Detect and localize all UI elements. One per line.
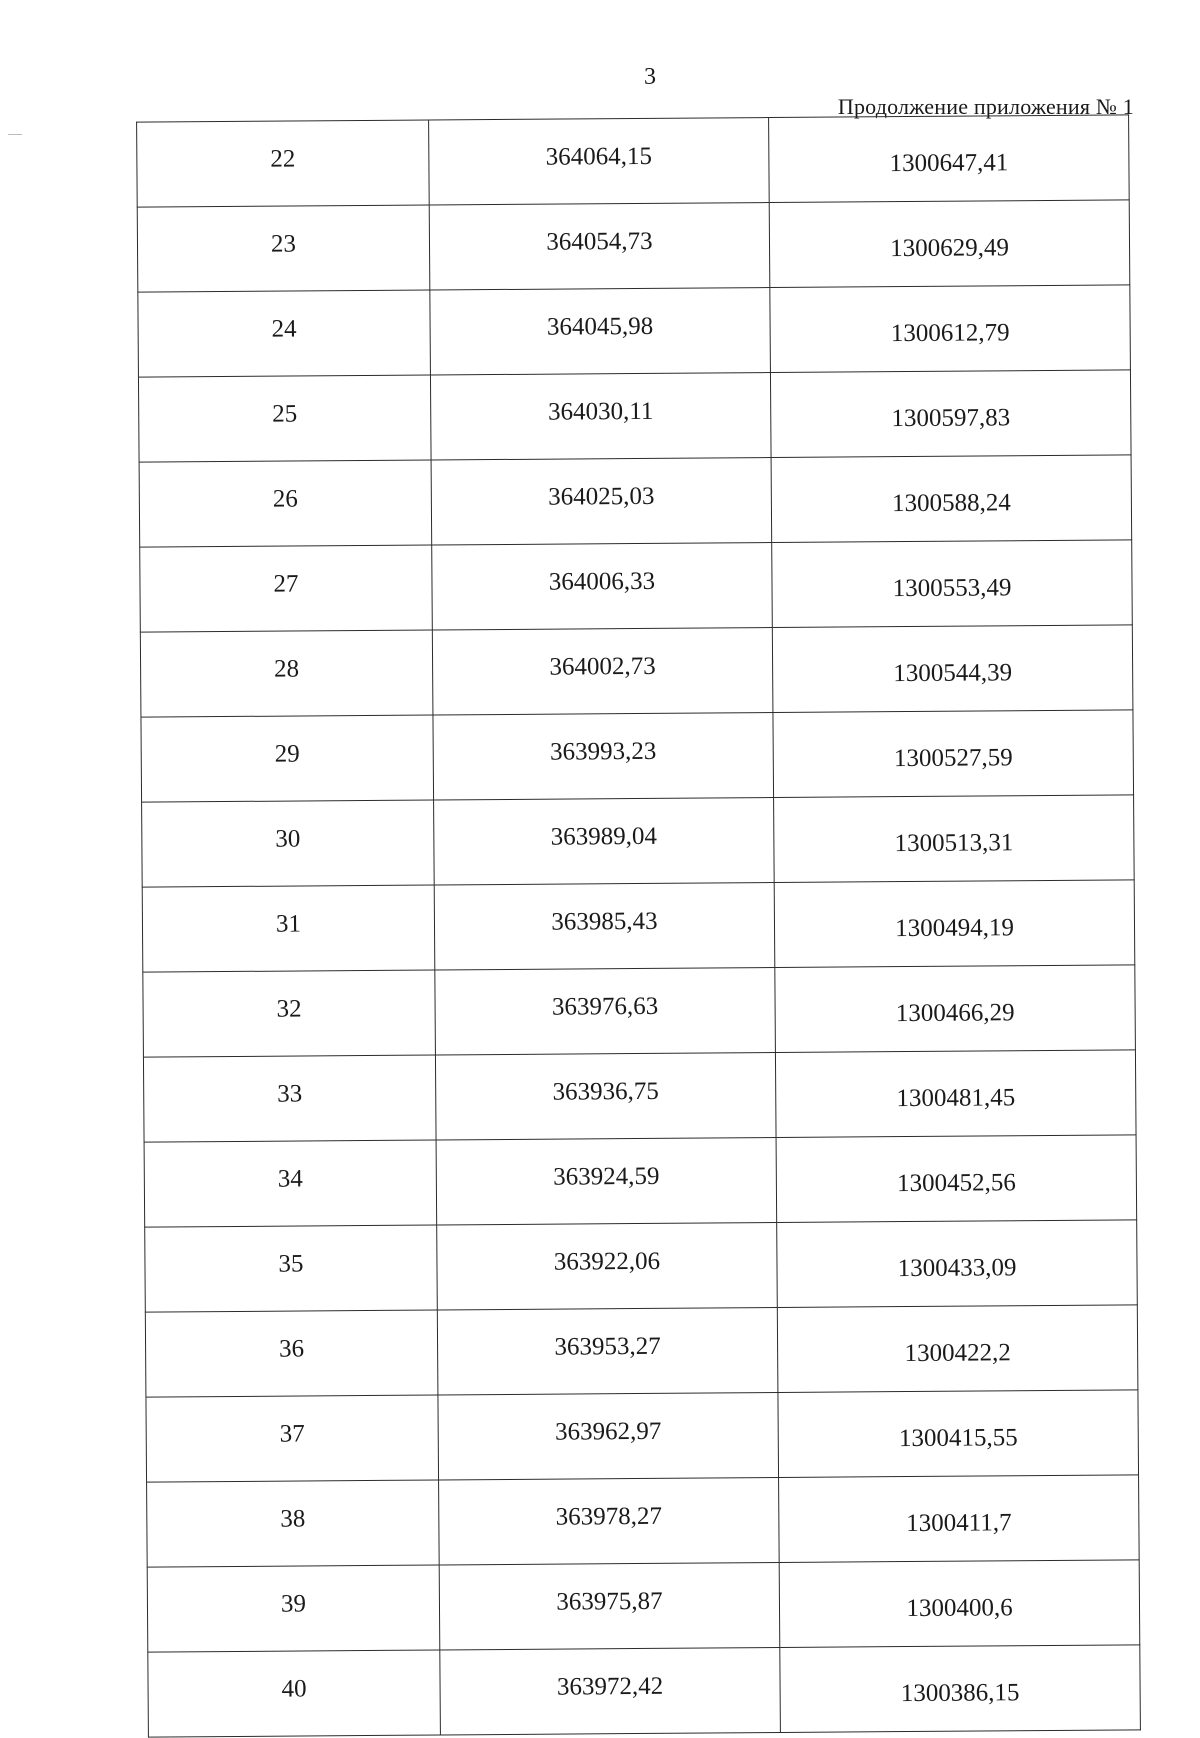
point-number-cell: 32 bbox=[143, 970, 436, 1057]
y-coordinate-cell: 1300597,83 bbox=[770, 370, 1131, 458]
x-coordinate-cell: 363972,42 bbox=[440, 1647, 781, 1734]
y-coordinate-cell: 1300513,31 bbox=[774, 795, 1135, 883]
y-coordinate-cell: 1300612,79 bbox=[770, 285, 1131, 373]
y-coordinate-cell: 1300415,55 bbox=[778, 1390, 1139, 1478]
point-number-cell: 26 bbox=[139, 460, 432, 547]
x-coordinate-cell: 363989,04 bbox=[434, 798, 775, 885]
point-number-cell: 33 bbox=[143, 1055, 436, 1142]
x-coordinate-cell: 363962,97 bbox=[438, 1392, 779, 1479]
point-number-cell: 38 bbox=[147, 1480, 440, 1567]
point-number-cell: 29 bbox=[141, 715, 434, 802]
point-number-cell: 35 bbox=[145, 1225, 438, 1312]
x-coordinate-cell: 363978,27 bbox=[439, 1477, 780, 1564]
table-row bbox=[145, 1305, 1138, 1397]
x-coordinate-cell: 363976,63 bbox=[435, 968, 776, 1055]
point-number-cell: 22 bbox=[137, 120, 430, 207]
x-coordinate-cell: 363936,75 bbox=[435, 1052, 776, 1139]
table-row bbox=[143, 965, 1136, 1057]
y-coordinate-cell: 1300400,6 bbox=[779, 1560, 1140, 1648]
y-coordinate-cell: 1300647,41 bbox=[769, 115, 1130, 203]
y-coordinate-cell: 1300553,49 bbox=[772, 540, 1133, 628]
y-coordinate-cell: 1300629,49 bbox=[769, 200, 1130, 288]
table-row bbox=[147, 1475, 1140, 1567]
table-row bbox=[145, 1220, 1138, 1312]
x-coordinate-cell: 363993,23 bbox=[433, 713, 774, 800]
table-row bbox=[140, 625, 1133, 717]
y-coordinate-cell: 1300411,7 bbox=[779, 1475, 1140, 1563]
x-coordinate-cell: 364045,98 bbox=[430, 288, 771, 375]
y-coordinate-cell: 1300588,24 bbox=[771, 455, 1132, 543]
point-number-cell: 28 bbox=[140, 630, 433, 717]
table-row bbox=[144, 1135, 1137, 1227]
x-coordinate-cell: 364002,73 bbox=[432, 628, 773, 715]
coordinates-table-body bbox=[137, 115, 1141, 1737]
y-coordinate-cell: 1300494,19 bbox=[774, 880, 1135, 968]
point-number-cell: 36 bbox=[145, 1310, 438, 1397]
y-coordinate-cell: 1300433,09 bbox=[777, 1220, 1138, 1308]
x-coordinate-cell: 363975,87 bbox=[439, 1562, 780, 1649]
y-coordinate-cell: 1300544,39 bbox=[772, 625, 1133, 713]
table-row bbox=[142, 795, 1135, 887]
point-number-cell: 34 bbox=[144, 1140, 437, 1227]
table-row bbox=[137, 115, 1130, 207]
point-number-cell: 39 bbox=[147, 1565, 440, 1652]
point-number-cell: 30 bbox=[142, 800, 435, 887]
y-coordinate-cell: 1300452,56 bbox=[776, 1135, 1137, 1223]
y-coordinate-cell: 1300422,2 bbox=[777, 1305, 1138, 1393]
x-coordinate-cell: 363953,27 bbox=[437, 1307, 778, 1394]
point-number-cell: 31 bbox=[142, 885, 435, 972]
x-coordinate-cell: 364025,03 bbox=[431, 458, 772, 545]
table-row bbox=[138, 285, 1131, 377]
table-row bbox=[139, 455, 1132, 547]
x-coordinate-cell: 363924,59 bbox=[436, 1137, 777, 1224]
point-number-cell: 27 bbox=[140, 545, 433, 632]
table-row bbox=[148, 1645, 1141, 1737]
x-coordinate-cell: 363922,06 bbox=[437, 1222, 778, 1309]
x-coordinate-cell: 363985,43 bbox=[434, 883, 775, 970]
table-row bbox=[143, 1050, 1136, 1142]
point-number-cell: 23 bbox=[137, 205, 430, 292]
point-number-cell: 40 bbox=[148, 1650, 441, 1737]
table-row bbox=[141, 710, 1134, 802]
margin-mark bbox=[8, 134, 22, 135]
point-number-cell: 25 bbox=[138, 375, 431, 462]
point-number-cell: 24 bbox=[138, 290, 431, 377]
table-row bbox=[137, 200, 1130, 292]
continuation-label: Продолжение приложения № 1 bbox=[837, 94, 1134, 119]
y-coordinate-cell: 1300466,29 bbox=[775, 965, 1136, 1053]
y-coordinate-cell: 1300386,15 bbox=[780, 1645, 1141, 1733]
x-coordinate-cell: 364006,33 bbox=[432, 543, 773, 630]
table-row bbox=[147, 1560, 1140, 1652]
x-coordinate-cell: 364030,11 bbox=[430, 373, 771, 460]
point-number-cell: 37 bbox=[146, 1395, 439, 1482]
x-coordinate-cell: 364054,73 bbox=[429, 203, 770, 290]
y-coordinate-cell: 1300481,45 bbox=[775, 1050, 1136, 1138]
coordinates-table bbox=[136, 114, 1141, 1737]
x-coordinate-cell: 364064,15 bbox=[429, 118, 770, 205]
table-row bbox=[142, 880, 1135, 972]
table-row bbox=[146, 1390, 1139, 1482]
page-number: 3 bbox=[644, 64, 656, 90]
table-row bbox=[140, 540, 1133, 632]
table-row bbox=[138, 370, 1131, 462]
y-coordinate-cell: 1300527,59 bbox=[773, 710, 1134, 798]
